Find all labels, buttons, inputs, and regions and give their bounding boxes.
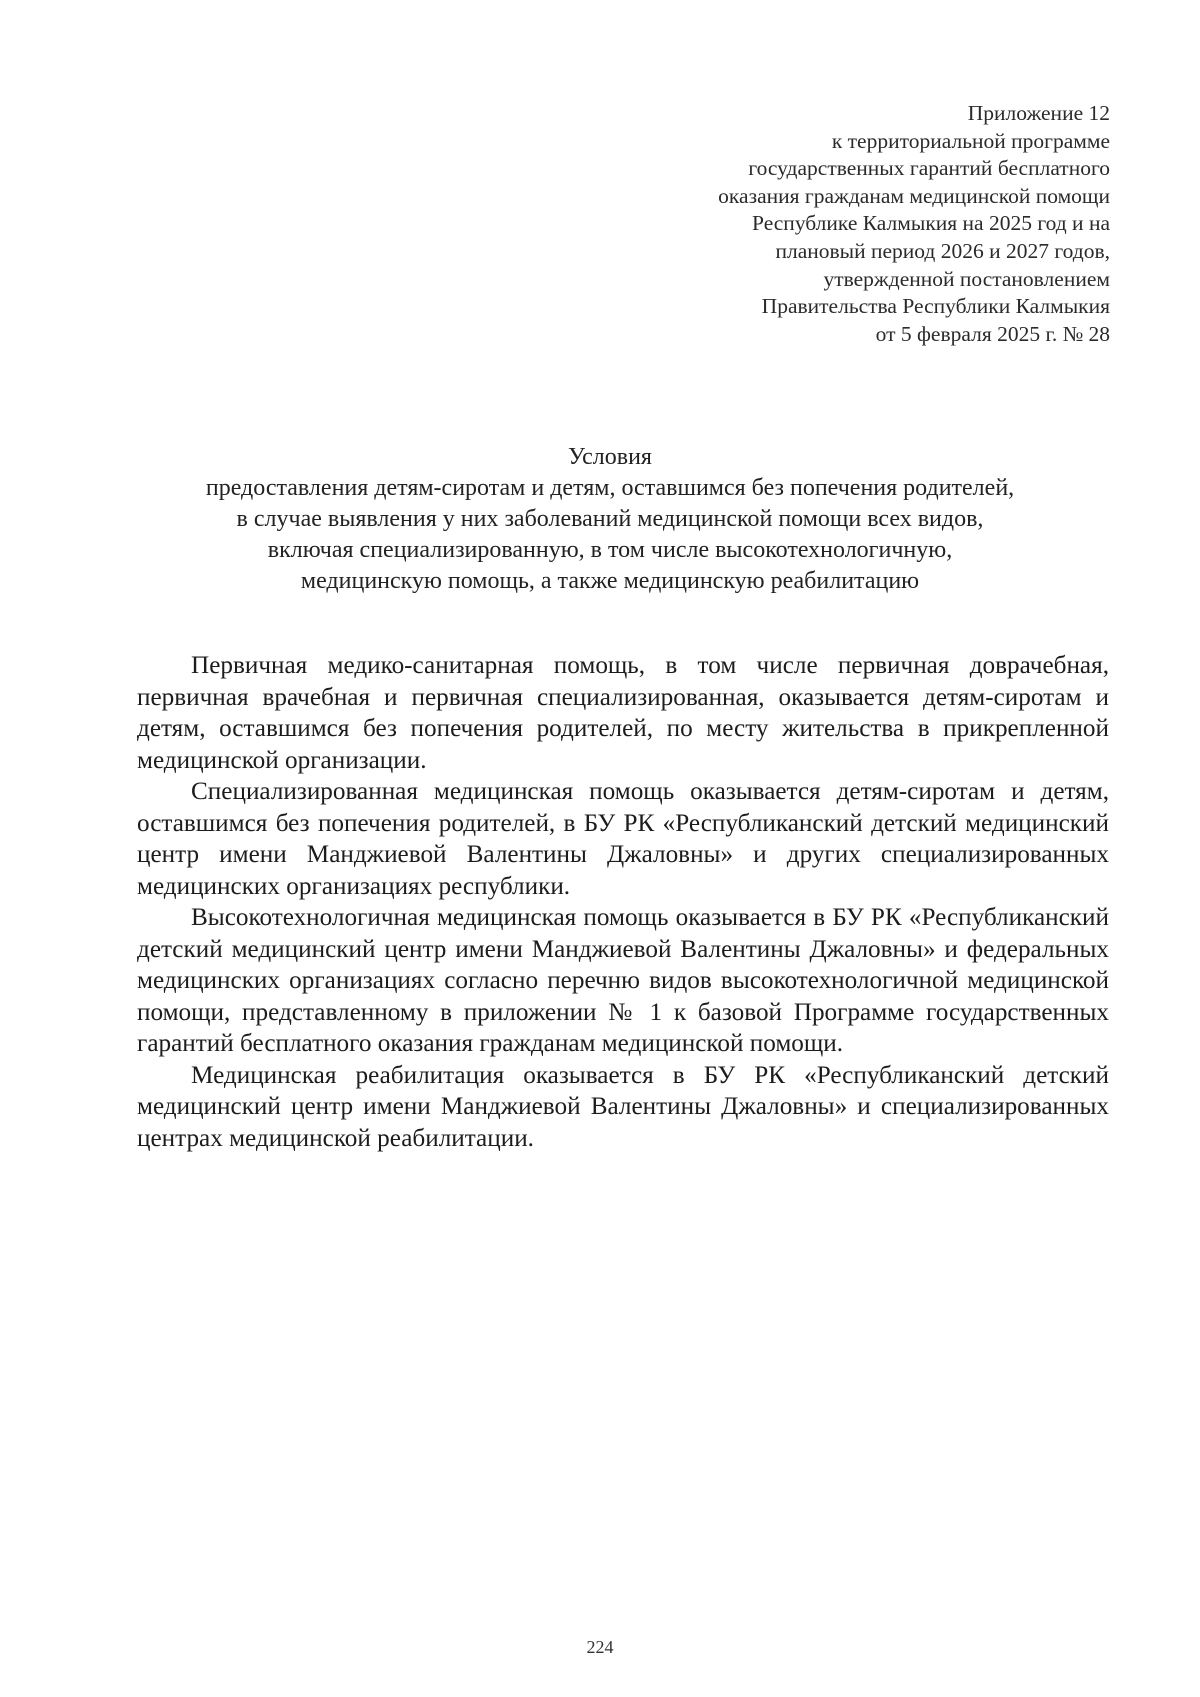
appendix-header-line: от 5 февраля 2025 г. № 28 xyxy=(875,321,1110,346)
body-paragraph: Первичная медико-санитарная помощь, в том числе первичная доврачебная, первичная врачебная и первичная специализированная, оказывается детям-сиротам и детям, оставшимся без попечения родителей, по месту жительства в прикрепленной медицинской организации. xyxy=(137,652,1109,774)
appendix-header-line: плановый период 2026 и 2027 годов, xyxy=(775,238,1110,263)
document-title xyxy=(110,442,1110,597)
title-subline: медицинскую помощь, а также медицинскую реабилитацию xyxy=(300,568,920,594)
title-subline: предоставления детям-сиротам и детям, оставшимся без попечения родителей, xyxy=(205,475,1015,501)
body-paragraph: Высокотехнологичная медицинская помощь оказывается в БУ РК «Республиканский детский медицинский центр имени Манджиевой Валентины Джаловны» и федеральных медицинских организациях согласно перечню видов высокотехнологичной медицинской помощи, представленному в приложении № 1 к базовой Программе государственных гарантий бесплатного оказания гражданам медицинской помощи. xyxy=(137,904,1109,1057)
document-body xyxy=(137,650,1109,1154)
title-subline: включая специализированную, в том числе высокотехнологичную, xyxy=(267,537,953,563)
body-paragraph: Специализированная медицинская помощь оказывается детям-сиротам и детям, оставшимся без попечения родителей, в БУ РК «Республиканский детский медицинский центр имени Манджиевой Валентины Джаловны» и других специализированных медицинских организациях республики. xyxy=(137,778,1109,900)
title-subline: в случае выявления у них заболеваний медицинской помощи всех видов, xyxy=(236,506,984,532)
appendix-header-line: Республике Калмыкия на 2025 год и на xyxy=(752,211,1110,236)
page-number: 224 xyxy=(586,1637,614,1657)
appendix-header-line: государственных гарантий бесплатного xyxy=(748,156,1110,181)
appendix-header-line: Приложение 12 xyxy=(967,101,1110,125)
body-paragraph: Медицинская реабилитация оказывается в БУ РК «Республиканский детский медицинский центр имени Манджиевой Валентины Джаловны» и специализированных центрах медицинской реабилитации. xyxy=(137,1061,1109,1152)
title-heading: Условия xyxy=(568,444,652,470)
appendix-header-line: оказания гражданам медицинской помощи xyxy=(718,183,1110,208)
appendix-header-line: к территориальной программе xyxy=(831,128,1110,153)
appendix-header-line: Правительства Республики Калмыкия xyxy=(761,294,1110,319)
appendix-header xyxy=(550,100,1110,348)
appendix-header-line: утвержденной постановлением xyxy=(823,266,1110,291)
